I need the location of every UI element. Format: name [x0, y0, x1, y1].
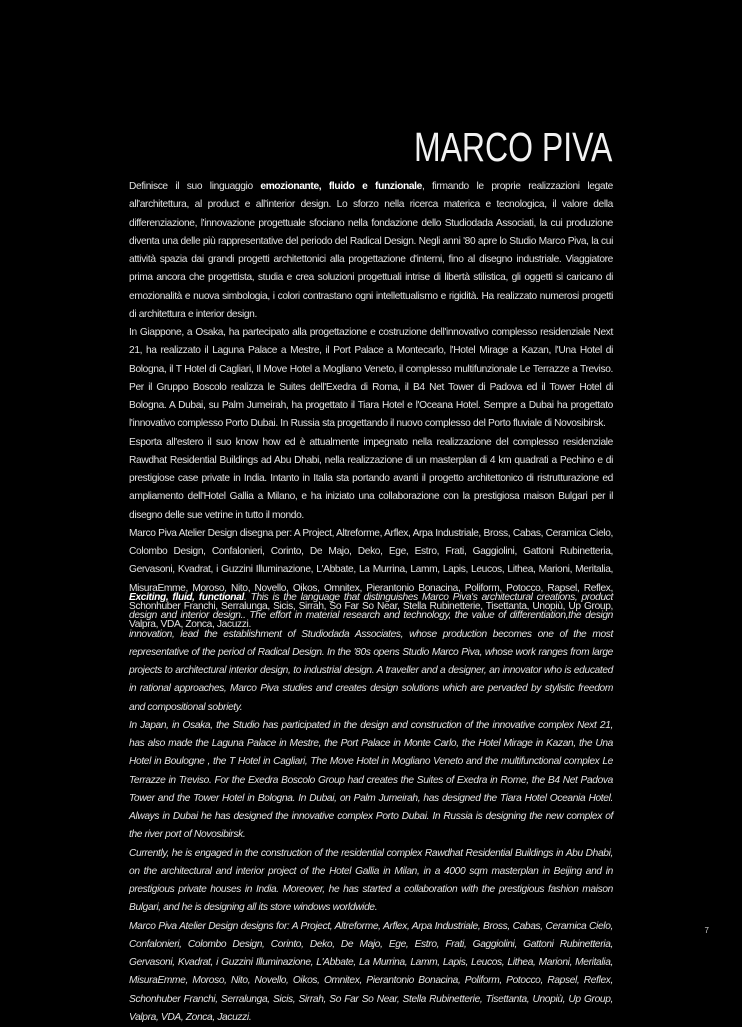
- english-paragraph-3: Currently, he is engaged in the construction of the residential complex Rawdhat Residential Buildings in Abu Dhabi, on the architectural and interior project of the Hotel Gallia in Milan, in a 4000 sqm masterplan in Beijing and in prestigious private houses in India. Moreover, he has started a collaboration with the prestigious fashion maison Bulgari, and he is designing all its store windows worldwide.: [129, 845, 613, 918]
- english-paragraph-2: In Japan, in Osaka, the Studio has participated in the design and construction of the innovative complex Next 21, has also made the Laguna Palace in Mestre, the Port Palace in Monte Carlo, the Hotel Mirage in Kazan, the Una Hotel in Boulogne , the T Hotel in Cagliari, The Move Hotel in Mogliano Veneto and the multifunctional complex Le Terrazze in Treviso. For the Exedra Boscolo Group had creates the Suites of Exedra in Rome, the B4 Net Padova Tower and the Tower Hotel in Bologna. In Dubai, on Palm Jumeirah, has designed the Tiara Hotel Oceania Hotel. Always in Dubai he has designed the innovative complex Porto Dubai. In Russia is designing the new complex of the river port of Novosibirsk.: [129, 717, 613, 845]
- italian-text-block: [129, 178, 613, 634]
- italian-paragraph-2: In Giappone, a Osaka, ha partecipato alla progettazione e costruzione dell'innovativo complesso residenziale Next 21, ha realizzato il Laguna Palace a Mestre, il Port Palace a Montecarlo, l'Hotel Mirage a Kazan, l'Una Hotel di Bologna, il T Hotel di Cagliari, Il Move Hotel a Mogliano Veneto, il complesso multifunzionale Le Terrazze a Treviso. Per il Gruppo Boscolo realizza le Suites dell'Exedra di Roma, il B4 Net Tower di Padova ed il Tower Hotel di Bologna. A Dubai, su Palm Jumeirah, ha progettato il Tiara Hotel e l'Oceana Hotel. Sempre a Dubai ha progettato l'innovativo complesso Porto Dubai. In Russia sta progettando il nuovo complesso del Porto fluviale di Novosibirsk.: [129, 324, 613, 434]
- italian-emphasis: emozionante, fluido e funzionale: [260, 181, 422, 192]
- italian-paragraph-3: Esporta all'estero il suo know how ed è attualmente impegnato nella realizzazione del complesso residenziale Rawdhat Residential Buildings ad Abu Dhabi, nella realizzazione di un masterplan di 4 km quadrati a Pechino e di prestigiose case private in India. Intanto in Italia sta portando avanti il progetto architettonico di ristrutturazione ed ampliamento dell'Hotel Gallia a Milano, e ha iniziato una collaborazione con la prestigiosa maison Bulgari per il disegno delle sue vetrine in tutto il mondo.: [129, 434, 613, 525]
- english-emphasis: Exciting, fluid, functional: [129, 592, 244, 603]
- english-paragraph-1: [129, 589, 613, 717]
- page-title: MARCO PIVA: [414, 124, 612, 171]
- italian-lead: Definisce il suo linguaggio: [129, 181, 260, 192]
- english-text-block: [129, 589, 613, 1027]
- italian-paragraph-1: [129, 178, 613, 324]
- italian-intro-rest: , firmando le proprie realizzazioni legate all'architettura, al product e all'interior design. Lo sforzo nella ricerca materica e tecnologica, il valore della differenziazione, l'innovazione progettuale sfociano nella fondazione dello Studiodada Associati, la cui produzione diventa una delle più rappresentative del periodo del Radical Design. Negli anni '80 apre lo Studio Marco Piva, la cui attività spazia dai grandi progetti architettonici alla progettazione d'interni, fino al disegno industriale. Viaggiatore prima ancora che progettista, studia e crea soluzioni progettuali intrise di libertà stilistica, gli oggetti si caricano di emozionalità e nuova simbologia, i colori contrastano ogni intellettualismo e rigidità. Ha realizzato numerosi progetti di architettura e interior design.: [129, 181, 613, 320]
- english-intro-rest: . This is the language that distinguishes Marco Piva's architectural creations, product design and interior design.. The effort in material research and technology, the value of differentiation,the design innovation, lead the establishment of Studiodada Associates, whose production becomes one of the most representative of the period of Radical Design. In the '80s opens Studio Marco Piva, whose work ranges from large projects to architectural interior design, to industrial design. A traveller and a designer, an innovator who is educated in rational approaches, Marco Piva studies and creates design solutions which are pervaded by stylistic freedom and compositional sobriety.: [129, 592, 613, 713]
- italian-paragraph-4: Marco Piva Atelier Design disegna per: A Project, Altreforme, Arflex, Arpa Industriale, Bross, Cabas, Ceramica Cielo, Colombo Design, Confalonieri, Corinto, De Majo, Deko, Ege, Estro, Frati, Gaggiolini, Gattoni Rubinetteria, Gervasoni, Kvadrat, i Guzzini Illuminazione, L'Abbate, La Murrina, Lamm, Lapis, Leucos, Lithea, Marioni, Meritalia, MisuraEmme, Moroso, Nito, Novello, Oikos, Omnitex, Pierantonio Bonacina, Poliform, Potocco, Rapsel, Reflex, Schonhuber Franchi, Serralunga, Sicis, Sirrah, So Far So Near, Stella Rubinetterie, Tisettanta, Unopiù, Up Group, Valpra, VDA, Zonca, Jacuzzi.: [129, 525, 613, 635]
- page-number: 7: [705, 926, 709, 935]
- english-paragraph-4: Marco Piva Atelier Design designs for: A Project, Altreforme, Arflex, Arpa Industriale, Bross, Cabas, Ceramica Cielo, Confalonieri, Colombo Design, Corinto, Deko, De Majo, Ege, Estro, Frati, Gaggiolini, Gattoni Rubinetteria, Gervasoni, Kvadrat, i Guzzini Illuminazione, L'Abbate, La Murrina, Lamm, Lapis, Leucos, Lithea, Marioni, Meritalia, MisuraEmme, Moroso, Nito, Novello, Oikos, Omnitex, Pierantonio Bonacina, Poliform, Potocco, Rapsel, Reflex, Schonhuber Franchi, Serralunga, Sicis, Sirrah, So Far So Near, Stella Rubinetterie, Tisettanta, Unopiù, Up Group, Valpra, VDA, Zonca, Jacuzzi.: [129, 918, 613, 1027]
